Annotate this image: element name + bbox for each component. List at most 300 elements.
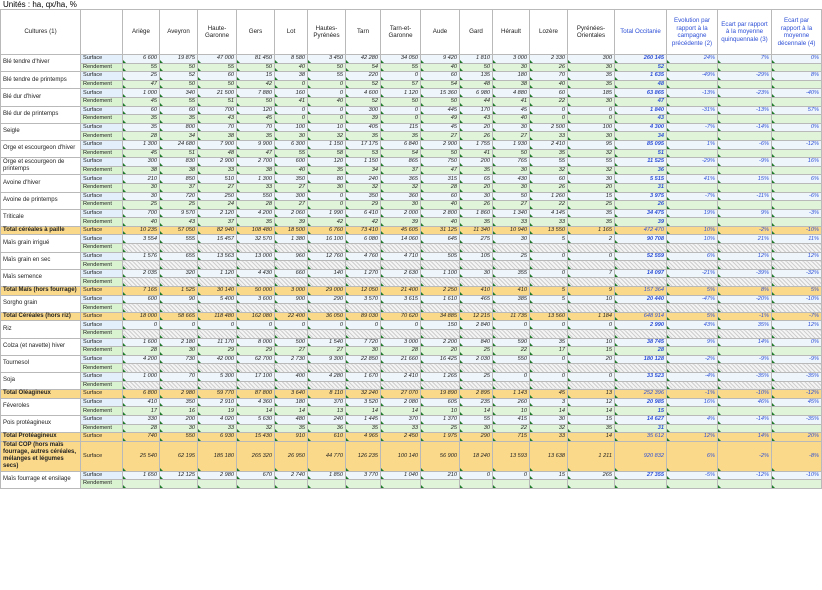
data-cell: 100 [275,123,308,132]
data-cell [460,278,493,287]
data-cell [421,381,460,390]
data-cell [308,381,346,390]
table-row [1,269,822,278]
data-cell: 1 000 [123,372,160,381]
data-cell: 1 540 [308,338,346,347]
data-cell: 30 [460,192,493,201]
data-cell: 25 [123,72,160,81]
data-cell [198,381,237,390]
data-cell: 30 [493,235,530,244]
data-cell [346,261,381,270]
data-cell: 40 [421,218,460,227]
data-cell [718,347,772,356]
data-cell: 27 [198,183,237,192]
data-cell: 20 [568,355,615,364]
header-dept: Pyrénées-Orientales [568,10,615,55]
data-cell: 4 200 [123,355,160,364]
data-cell [772,480,822,489]
data-cell: 33 [530,433,568,442]
data-cell [160,244,198,253]
data-cell [615,244,667,253]
data-cell: 370 [308,398,346,407]
data-cell: 1 576 [123,252,160,261]
data-cell: 350 [160,398,198,407]
data-cell [198,244,237,253]
data-cell: 50 [493,192,530,201]
data-cell: 120 [308,158,346,167]
data-cell: 830 [160,158,198,167]
data-cell: 40 [123,218,160,227]
data-cell [718,97,772,106]
data-cell [123,364,160,373]
data-cell: 35 [346,132,381,141]
surface-label: Surface [81,72,123,81]
data-cell: 115 [381,123,421,132]
data-cell: 100 140 [381,441,421,471]
data-cell: 50 [237,97,275,106]
data-cell: 15 [237,72,275,81]
data-cell: 730 [160,355,198,364]
table-row [1,381,822,390]
header-dept: Aveyron [160,10,198,55]
table-row [1,209,822,218]
data-cell [667,115,718,124]
data-cell: 240 [346,175,381,184]
table-row [1,183,822,192]
surface-label: Surface [81,123,123,132]
data-cell: 50 [421,97,460,106]
data-cell: 20 [460,183,493,192]
data-cell: 14 [346,407,381,416]
surface-label: Surface [81,192,123,201]
data-cell: 7 900 [198,140,237,149]
data-cell: 45 605 [381,226,421,235]
data-cell [718,381,772,390]
data-cell: 3 000 [275,287,308,296]
data-cell: 100 [568,123,615,132]
data-cell: 12% [772,252,822,261]
data-cell: 13 593 [493,441,530,471]
data-cell [493,364,530,373]
data-cell: 645 [421,235,460,244]
data-cell: 43 [198,115,237,124]
data-cell: 24 [198,201,237,210]
data-cell: 14% [718,433,772,442]
data-cell: 55 [198,63,237,72]
table-row [1,321,822,330]
data-cell: 35 [530,149,568,158]
data-cell: 37 [160,183,198,192]
data-cell: 55 [160,97,198,106]
data-cell: 30 [493,123,530,132]
data-cell: 26 [530,183,568,192]
data-cell: 29 [198,347,237,356]
data-cell: 14 [530,407,568,416]
data-cell: 30 [123,192,160,201]
crop-label: Soja [1,372,81,389]
data-cell: 4% [667,415,718,424]
data-cell: 35 [568,218,615,227]
data-cell: 5% [667,312,718,321]
data-cell: 13 563 [198,252,237,261]
data-cell: -9% [718,158,772,167]
data-cell: -10% [718,390,772,399]
data-cell: 38 [275,72,308,81]
table-row [1,63,822,72]
data-cell: 38 [237,166,275,175]
crop-label: Blé tendre de printemps [1,72,81,89]
data-cell [421,364,460,373]
table-row [1,140,822,149]
data-cell [160,304,198,313]
data-cell: 50 [237,63,275,72]
data-cell: 30 [160,424,198,433]
data-cell: 265 320 [237,441,275,471]
data-cell: -13% [718,106,772,115]
data-cell: 22 [530,201,568,210]
data-cell: 16% [772,158,822,167]
data-cell: -10% [772,471,822,480]
data-cell: -23% [718,89,772,98]
data-cell: 605 [421,398,460,407]
header-dept: Hautes-Pyrénées [308,10,346,55]
data-cell [460,244,493,253]
data-cell: 60 [198,72,237,81]
data-cell: 38 745 [615,338,667,347]
data-cell [615,278,667,287]
table-row [1,407,822,416]
data-cell: 10 [308,123,346,132]
data-cell: 1 810 [460,55,493,64]
data-cell [275,381,308,390]
crop-label: Pois protéagineux [1,415,81,432]
data-cell: 1 860 [460,209,493,218]
data-cell: 2 900 [198,158,237,167]
data-cell: 95 [568,140,615,149]
data-cell: 10% [667,226,718,235]
data-cell: 0 [460,471,493,480]
data-cell: -35% [718,372,772,381]
data-cell: 11% [772,235,822,244]
data-cell: 28 [123,132,160,141]
data-cell: 1 300 [237,175,275,184]
data-cell: 1 270 [346,269,381,278]
data-cell: 59 770 [198,390,237,399]
data-cell: 47 [615,97,667,106]
data-cell: 118 480 [198,312,237,321]
surface-label: Surface [81,355,123,364]
data-cell: 13 560 [530,312,568,321]
data-cell: 910 [275,433,308,442]
data-cell [421,330,460,339]
data-cell: 20 [460,123,493,132]
rendement-label: Rendement [81,480,123,489]
data-cell: 350 [346,192,381,201]
data-cell: 0 [568,106,615,115]
data-cell [421,261,460,270]
data-cell: 15% [718,175,772,184]
data-cell: 1 930 [493,140,530,149]
rendement-label: Rendement [81,80,123,89]
data-cell: 35 612 [615,433,667,442]
data-cell: 1 610 [421,295,460,304]
data-cell: 6 080 [346,235,381,244]
data-cell: 27 [493,201,530,210]
data-cell: 35 [275,424,308,433]
data-cell [568,480,615,489]
data-cell: 12 125 [160,471,198,480]
data-cell: 40 [493,115,530,124]
table-row [1,132,822,141]
data-cell: 30 140 [198,287,237,296]
data-cell: 5 [530,295,568,304]
data-cell: 1 370 [421,415,460,424]
table-row [1,89,822,98]
data-cell [275,244,308,253]
data-cell: 27 [275,201,308,210]
crop-label: Blé dur de printemps [1,106,81,123]
data-cell: 32 570 [237,235,275,244]
data-cell: 300 [346,106,381,115]
data-cell: 265 [568,471,615,480]
data-cell: 1 990 [308,209,346,218]
data-cell: 89 030 [346,312,381,321]
table-row [1,287,822,296]
data-cell: 49 [421,115,460,124]
data-cell [667,149,718,158]
table-row [1,433,822,442]
data-cell [772,424,822,433]
data-cell [615,480,667,489]
data-cell: 600 [275,158,308,167]
data-cell [667,97,718,106]
data-cell: 9 300 [308,355,346,364]
data-cell: 1 000 [123,89,160,98]
header-row [1,10,822,55]
data-cell: 2 200 [421,338,460,347]
data-cell: 32 [568,166,615,175]
data-cell: 26 [615,201,667,210]
data-cell: 51 [160,149,198,158]
data-cell: 58 665 [160,312,198,321]
data-cell: 4 880 [493,89,530,98]
data-cell: 5 [530,235,568,244]
data-cell: 2 060 [275,209,308,218]
table-row [1,338,822,347]
data-cell: 12 215 [460,312,493,321]
table-row [1,235,822,244]
data-cell [160,381,198,390]
crop-label: Total COP (hors maïs fourrage, autres céréales, mélanges et légumes secs) [1,441,81,471]
data-cell: -2% [718,226,772,235]
data-cell: 2 840 [460,321,493,330]
data-cell: 19 890 [421,390,460,399]
data-cell: 0 [160,321,198,330]
data-cell: -29% [718,72,772,81]
header-ecart-decennal: Ecart par rapport à la moyenne décennale (4) [772,10,822,55]
data-cell: 15 [568,347,615,356]
table-row [1,312,822,321]
data-cell: 48 [615,80,667,89]
data-cell: 0 [530,355,568,364]
data-cell: 50 [493,149,530,158]
data-cell: 16 425 [421,355,460,364]
data-cell: 0 [568,252,615,261]
data-cell: 5 [530,287,568,296]
data-cell: 41% [667,175,718,184]
data-cell: 11 340 [460,226,493,235]
data-cell [493,330,530,339]
data-cell: 157 364 [615,287,667,296]
table-row [1,304,822,313]
data-cell [530,330,568,339]
data-cell [237,480,275,489]
data-cell: 290 [308,295,346,304]
data-cell [460,330,493,339]
data-cell [568,304,615,313]
data-cell: 505 [421,252,460,261]
data-cell: 1 300 [123,140,160,149]
data-cell: 56 900 [421,441,460,471]
data-cell: 28 [421,183,460,192]
data-cell: 14% [718,338,772,347]
data-cell: 385 [493,295,530,304]
data-cell [237,304,275,313]
data-cell: 0 [381,321,421,330]
data-cell [237,244,275,253]
data-cell: 865 [381,158,421,167]
data-cell: 40 [275,63,308,72]
data-cell [308,261,346,270]
data-cell [493,480,530,489]
table-row [1,398,822,407]
data-cell: -7% [667,192,718,201]
data-cell: 20 [568,183,615,192]
data-cell: 1 755 [460,140,493,149]
data-cell: -21% [667,269,718,278]
data-cell: 30 [530,415,568,424]
data-cell [275,304,308,313]
data-cell: 1 670 [346,372,381,381]
data-cell: 22 [493,347,530,356]
data-cell: 765 [493,158,530,167]
data-cell: 6 600 [123,55,160,64]
data-cell: -9% [718,355,772,364]
data-cell [718,132,772,141]
data-cell [275,480,308,489]
data-cell [198,480,237,489]
data-cell: 15 [615,407,667,416]
units-label: Unités : ha, qx/ha, % [3,0,77,9]
rendement-label: Rendement [81,63,123,72]
data-cell [421,304,460,313]
data-cell: 30 [308,183,346,192]
data-cell: 4 760 [346,252,381,261]
data-cell [667,166,718,175]
rendement-label: Rendement [81,364,123,373]
data-cell: 1 120 [198,269,237,278]
data-cell: 30 [568,175,615,184]
data-cell: 9 420 [421,55,460,64]
data-cell: 33 [237,183,275,192]
data-cell: 35 [568,209,615,218]
crop-label: Maïs grain en sec [1,252,81,269]
crop-label: Total Maïs (hors fourrage) [1,287,81,296]
data-cell [346,480,381,489]
header-dept: Tarn-et-Garonne [381,10,421,55]
data-cell: 10 [421,407,460,416]
data-cell: 1 211 [568,441,615,471]
data-cell: 360 [381,192,421,201]
data-cell [772,218,822,227]
data-cell: -35% [772,372,822,381]
data-cell [530,261,568,270]
data-cell [198,304,237,313]
data-cell: 1 265 [421,372,460,381]
data-cell [667,261,718,270]
data-cell: 55 [530,158,568,167]
data-cell: 33 [530,132,568,141]
data-cell: 15 [530,471,568,480]
data-cell: 290 [460,433,493,442]
data-cell: 6 410 [346,209,381,218]
data-cell: 220 [346,72,381,81]
data-cell: 30 [381,201,421,210]
data-cell: 3 975 [615,192,667,201]
data-cell: 30 [346,347,381,356]
data-cell: 36 [308,424,346,433]
data-cell: 30 [160,347,198,356]
data-cell: 21 660 [381,355,421,364]
data-cell: 0 [237,321,275,330]
surface-label: Surface [81,295,123,304]
data-cell: 28 [237,201,275,210]
data-cell: 1 150 [308,140,346,149]
data-cell: 14 [568,407,615,416]
data-cell: 0 [568,372,615,381]
data-cell: 550 [237,192,275,201]
data-cell: 57 [381,80,421,89]
data-cell [772,132,822,141]
data-cell: 15 457 [198,235,237,244]
rendement-label: Rendement [81,424,123,433]
rendement-label: Rendement [81,244,123,253]
data-cell: -9% [772,355,822,364]
data-cell: 4 600 [346,89,381,98]
data-cell: 720 [160,192,198,201]
data-cell [568,381,615,390]
data-cell: -40% [772,89,822,98]
data-cell: 87 800 [237,390,275,399]
rendement-label: Rendement [81,218,123,227]
data-cell [381,480,421,489]
table-row [1,415,822,424]
data-cell: 51 [198,97,237,106]
data-cell: 55 [460,415,493,424]
data-cell [568,278,615,287]
data-cell: 300 [568,55,615,64]
data-cell: 2 250 [421,287,460,296]
data-cell: 52 [615,63,667,72]
data-cell [346,330,381,339]
data-cell [772,244,822,253]
production-table [0,9,822,489]
data-cell: 2 910 [198,398,237,407]
data-cell: 13 [308,407,346,416]
data-cell [718,63,772,72]
header-dept: Gers [237,10,275,55]
header-dept: Haute-Garonne [198,10,237,55]
